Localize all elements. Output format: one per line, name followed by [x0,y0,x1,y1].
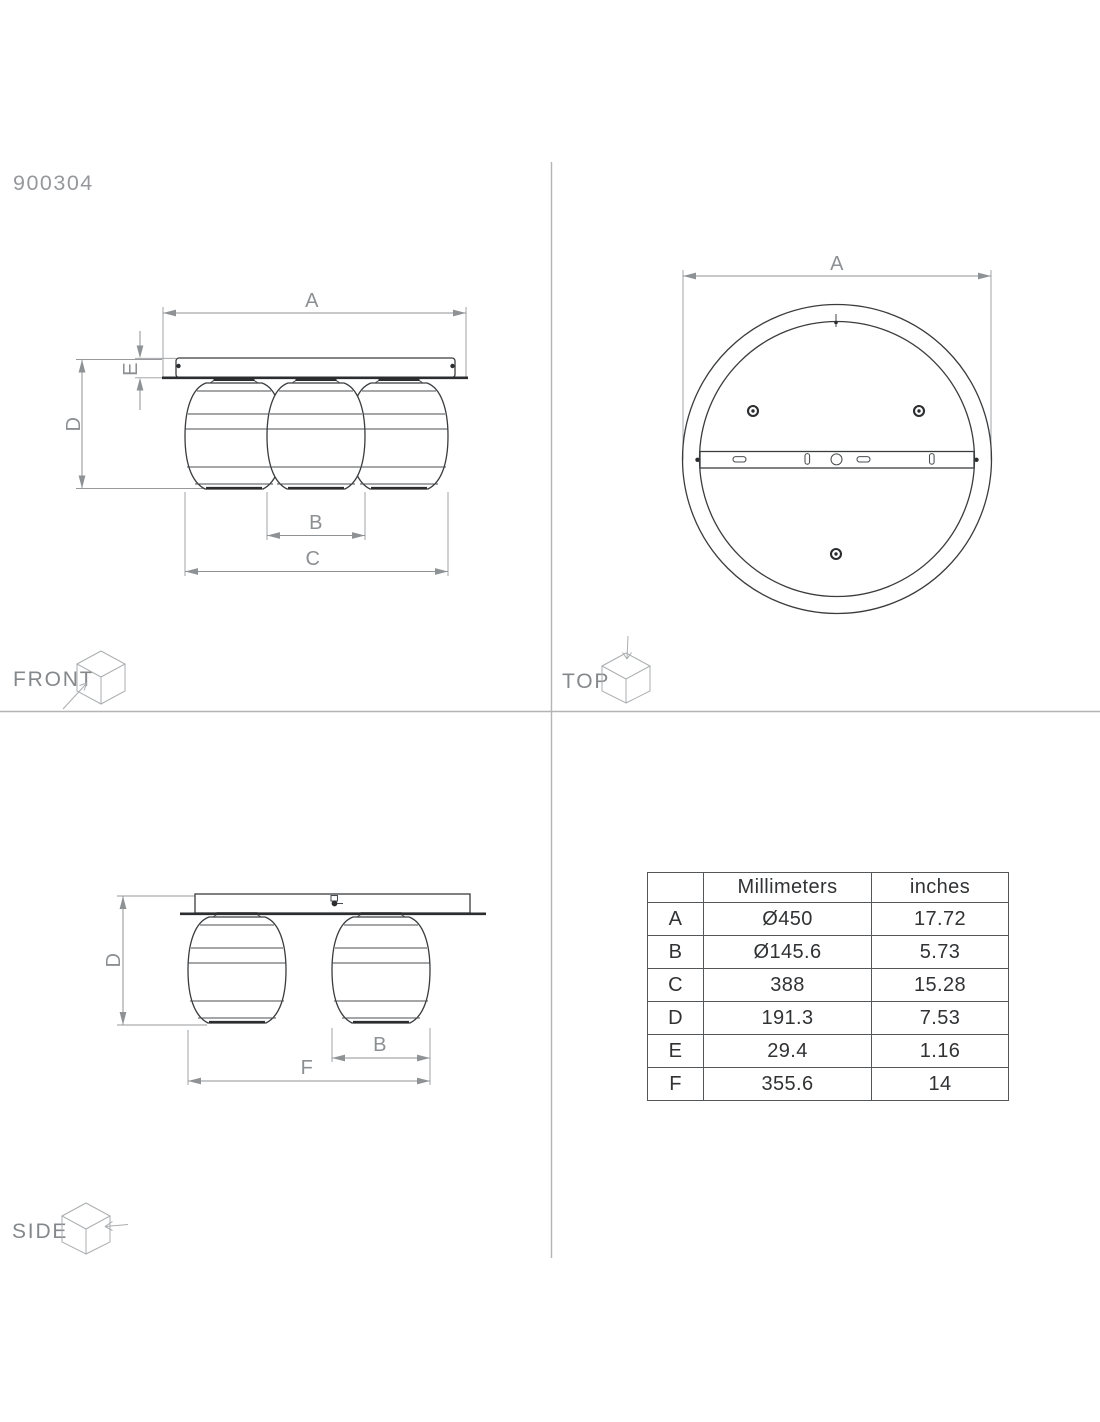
front-dim-a-label: A [305,290,319,312]
side-dim-f-label: F [300,1057,314,1079]
front-dim-c-label: C [305,548,321,570]
dim-mm: 355.6 [704,1068,872,1101]
side-view-label: SIDE [12,1220,69,1243]
front-shade-middle [267,380,365,489]
dim-key: F [648,1068,704,1101]
dim-key: D [648,1002,704,1035]
table-row [648,936,1009,969]
front-view [13,290,468,709]
side-view [12,894,486,1254]
front-dim-e [120,331,176,410]
front-dim-c [185,492,448,576]
dim-inches: 15.28 [872,969,1009,1002]
dim-mm: Ø145.6 [704,936,872,969]
table-row [648,969,1009,1002]
product-code: 900304 [13,171,94,195]
dim-inches: 14 [872,1068,1009,1101]
top-mounting-bar [695,452,978,469]
table-header-row [648,873,1009,903]
dim-inches: 17.72 [872,903,1009,936]
table-row [648,903,1009,936]
table-corner-cell [648,873,704,903]
top-view [562,253,992,703]
front-plate-screw-left [176,364,180,368]
table-header-mm: Millimeters [704,873,872,903]
front-dim-b [267,492,365,540]
dim-key: C [648,969,704,1002]
top-alignment-dot [834,321,838,325]
top-view-label: TOP [562,670,611,693]
dim-key: E [648,1035,704,1068]
side-plate-screw [332,901,338,907]
dim-inches: 7.53 [872,1002,1009,1035]
table-row [648,1002,1009,1035]
dim-key: A [648,903,704,936]
dim-mm: 191.3 [704,1002,872,1035]
dim-mm: 29.4 [704,1035,872,1068]
dim-mm: 388 [704,969,872,1002]
top-dim-a [683,253,991,460]
dim-inches: 5.73 [872,936,1009,969]
table-row [648,1035,1009,1068]
dim-inches: 1.16 [872,1035,1009,1068]
front-dim-b-label: B [309,512,323,534]
side-dim-d-label: D [103,952,125,968]
top-screws [748,406,924,559]
top-dim-a-label: A [830,253,844,275]
side-shade-right [332,914,430,1023]
front-plate-screw-right [450,364,454,368]
dimension-table [647,872,1009,1101]
front-canopy-plate [176,358,455,378]
side-cube-icon [62,1203,128,1254]
front-view-label: FRONT [13,668,95,691]
table-row [648,1068,1009,1101]
table-header-inches: inches [872,873,1009,903]
dim-mm: Ø450 [704,903,872,936]
side-dim-b-label: B [373,1034,387,1056]
side-dim-b [332,1028,430,1085]
dim-key: B [648,936,704,969]
side-shade-left [188,914,286,1023]
front-dim-e-label: E [120,362,142,376]
top-plate-outer-circle [683,305,992,614]
front-dim-d-label: D [63,416,85,432]
